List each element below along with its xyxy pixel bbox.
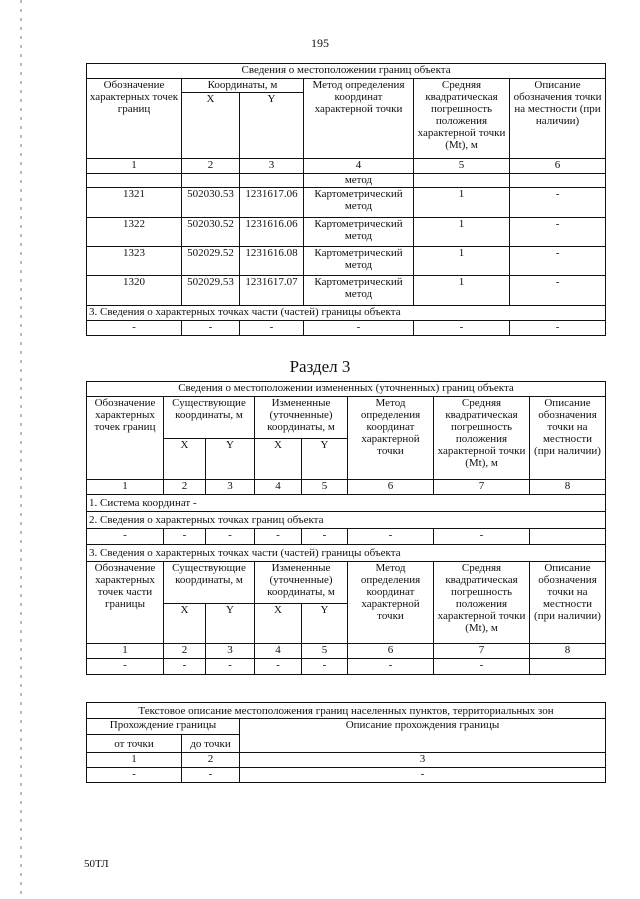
table-row: 1323 502029.52 1231616.08 Картометрический метод 1 - <box>87 247 606 276</box>
col-number: 5 <box>302 480 348 495</box>
header-accuracy: Средняя квадратическая погрешность положения характерной точки (Mt), м <box>434 397 530 480</box>
col-number: 1 <box>87 480 164 495</box>
col-number: 2 <box>182 753 240 768</box>
col-number: 4 <box>304 159 414 174</box>
table-row: - - - - - - - <box>87 529 606 545</box>
header-method: Метод определения координат характерной точки <box>348 397 434 480</box>
col-number: 5 <box>414 159 510 174</box>
section-title: 2. Сведения о характерных точках границ объекта <box>87 512 606 529</box>
col-number: 2 <box>182 159 240 174</box>
scan-edge-mark <box>20 0 22 899</box>
col-number: 1 <box>87 644 164 659</box>
table-row: - - - - - - <box>87 321 606 336</box>
changed-boundary-table <box>86 381 606 675</box>
header-to-point: до точки <box>182 735 240 753</box>
header-x: X <box>164 604 206 644</box>
section-title: 3. Сведения о характерных точках части (частей) границы объекта <box>87 545 606 562</box>
header-x: X <box>255 604 302 644</box>
table-row: - - - - - - - <box>87 659 606 675</box>
header-points-part: Обозначение характерных точек части границы <box>87 562 164 644</box>
header-x: X <box>164 439 206 480</box>
header-description: Описание обозначения точки на местности (при наличии) <box>530 562 606 644</box>
section-title: 3. Сведения о характерных точках части (частей) границы объекта <box>87 306 606 321</box>
col-number: 2 <box>164 644 206 659</box>
header-points: Обозначение характерных точек границ <box>87 397 164 480</box>
header-accuracy: Средняя квадратическая погрешность положения характерной точки (Mt), м <box>414 79 510 159</box>
col-number: 5 <box>302 644 348 659</box>
table-row: - - - <box>87 768 606 783</box>
col-number: 1 <box>87 753 182 768</box>
header-description: Описание обозначения точки на местности (при наличии) <box>510 79 606 159</box>
section-heading: Раздел 3 <box>289 357 351 376</box>
footer-code: 50ТЛ <box>84 858 109 870</box>
header-y: Y <box>240 93 304 159</box>
header-accuracy: Средняя квадратическая погрешность положения характерной точки (Mt), м <box>434 562 530 644</box>
header-y: Y <box>302 604 348 644</box>
header-existing: Существующие координаты, м <box>164 562 255 604</box>
boundary-location-table <box>86 63 606 336</box>
table-row: 1320 502029.53 1231617.07 Картометрический метод 1 - <box>87 276 606 306</box>
col-number: 1 <box>87 159 182 174</box>
table-row: 1321 502030.53 1231617.06 Картометрический метод 1 - <box>87 188 606 218</box>
table-row: 1322 502030.52 1231616.06 Картометрический метод 1 - <box>87 218 606 247</box>
header-points: Обозначение характерных точек границ <box>87 79 182 159</box>
col-number: 7 <box>434 480 530 495</box>
col-number: 6 <box>348 480 434 495</box>
header-from-point: от точки <box>87 735 182 753</box>
col-number: 6 <box>348 644 434 659</box>
header-y: Y <box>206 439 255 480</box>
header-x: X <box>182 93 240 159</box>
col-number: 2 <box>164 480 206 495</box>
header-y: Y <box>302 439 348 480</box>
col-number: 4 <box>255 480 302 495</box>
header-method: Метод определения координат характерной точки <box>348 562 434 644</box>
header-changed: Измененные (уточненные) координаты, м <box>255 562 348 604</box>
header-coords: Координаты, м <box>182 79 304 93</box>
table-title: Сведения о местоположении измененных (уточненных) границ объекта <box>87 382 606 397</box>
col-number: 3 <box>206 480 255 495</box>
col-number: 4 <box>255 644 302 659</box>
text-description-table <box>86 702 606 783</box>
header-y: Y <box>206 604 255 644</box>
header-existing: Существующие координаты, м <box>164 397 255 439</box>
col-number: 3 <box>206 644 255 659</box>
header-x: X <box>255 439 302 480</box>
header-method: Метод определения координат характерной точки <box>304 79 414 159</box>
col-number: 6 <box>510 159 606 174</box>
col-number: 8 <box>530 644 606 659</box>
col-number: 3 <box>240 753 606 768</box>
coordinate-system: 1. Система координат - <box>87 495 606 512</box>
header-description: Описание обозначения точки на местности (при наличии) <box>530 397 606 480</box>
col-number: 8 <box>530 480 606 495</box>
col-number: 7 <box>434 644 530 659</box>
table-title: Текстовое описание местоположения границ населенных пунктов, территориальных зон <box>87 703 606 719</box>
page-number: 195 <box>311 36 329 50</box>
col-number: 3 <box>240 159 304 174</box>
header-changed: Измененные (уточненные) координаты, м <box>255 397 348 439</box>
continued-method: метод <box>304 174 414 188</box>
header-passage: Прохождение границы <box>87 719 240 735</box>
header-passage-description: Описание прохождения границы <box>240 719 606 753</box>
table-title: Сведения о местоположении границ объекта <box>87 64 606 79</box>
